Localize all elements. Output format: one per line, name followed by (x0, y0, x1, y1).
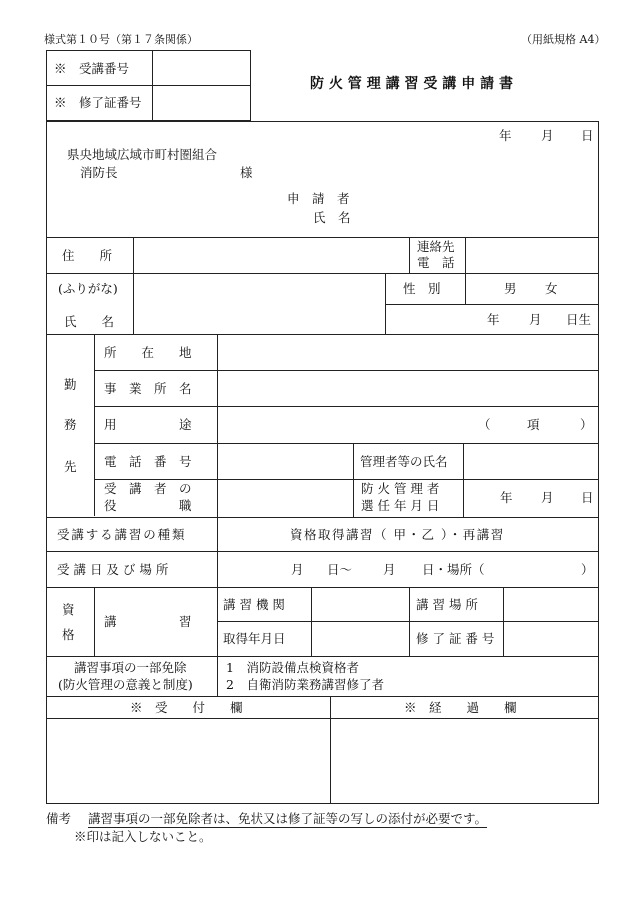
notes-line-1: 講習事項の一部免除者は、免状又は修了証等の写しの添付が必要です。 (88, 811, 488, 826)
appointment-year: 年 (500, 490, 513, 505)
form-title: 防火管理講習受講申請書 (310, 76, 518, 92)
reception-column-label: ※ 受 付 欄 (130, 700, 243, 715)
applicant-label: 申 請 者 (287, 191, 350, 206)
gender-female-option[interactable]: 女 (545, 281, 558, 296)
workplace-label-3: 先 (64, 459, 77, 474)
acquired-date-field[interactable] (312, 622, 408, 655)
schedule-day-2: 日・場所（ (422, 562, 485, 577)
contact-phone-field[interactable] (466, 238, 598, 272)
workplace-label-1: 勤 (64, 377, 77, 392)
course-place-field[interactable] (504, 588, 598, 620)
qualification-cert-number-label: 修 了 証 番 号 (416, 631, 495, 646)
applicant-name-label: 氏 名 (313, 210, 351, 225)
office-name-field[interactable] (218, 371, 598, 405)
schedule-month-1: 月 (291, 562, 304, 577)
gender-label: 性 別 (403, 281, 441, 296)
institution-field[interactable] (312, 588, 408, 620)
addressee-honorific: 様 (240, 165, 253, 180)
furigana-label: (ふりがな) (58, 281, 118, 296)
certificate-number-field[interactable] (153, 86, 250, 120)
usage-item-label: 項 (527, 417, 540, 432)
position-label-2: 役 職 (104, 498, 192, 513)
workplace-label-2: 務 (64, 417, 77, 432)
certificate-number-label: ※ 修了証番号 (54, 95, 142, 110)
addressee-organization: 県央地域広域市町村圏組合 (67, 147, 218, 162)
schedule-place-field[interactable] (490, 556, 578, 580)
appointment-date-label-2: 選 任 年 月 日 (361, 498, 440, 513)
qualification-course-label: 講 習 (104, 614, 192, 629)
form-number: 様式第１０号（第１７条関係） (44, 33, 198, 46)
notes-line-2: ※印は記入しないこと。 (74, 829, 212, 844)
address-label: 住 所 (62, 248, 113, 263)
birth-month: 月 (529, 312, 542, 327)
phone-field[interactable] (218, 444, 352, 478)
manager-name-field[interactable] (464, 444, 598, 478)
usage-paren-close: ） (580, 417, 593, 432)
location-field[interactable] (218, 335, 598, 369)
office-name-label: 事 業 所 名 (104, 381, 192, 396)
furigana-field[interactable] (134, 274, 384, 303)
appointment-date-label-1: 防 火 管 理 者 (361, 481, 440, 496)
birth-year: 年 (487, 312, 500, 327)
receipt-number-field[interactable] (153, 51, 250, 85)
usage-label: 用 途 (104, 417, 192, 432)
exemption-option-2[interactable]: 2 自衛消防業務講習修了者 (226, 677, 384, 692)
usage-field[interactable] (218, 407, 478, 441)
receipt-number-label: ※ 受講番号 (54, 61, 130, 76)
position-label-1: 受 講 者 の (104, 481, 192, 496)
date-year: 年 (499, 128, 512, 143)
name-field[interactable] (134, 304, 384, 333)
acquired-date-label: 取得年月日 (223, 631, 286, 646)
institution-label: 講 習 機 関 (223, 597, 285, 612)
qualification-cert-number-field[interactable] (504, 622, 598, 655)
exemption-label-2: (防火管理の意義と制度) (58, 677, 193, 692)
schedule-paren-close: ） (581, 562, 594, 577)
date-month: 月 (541, 128, 554, 143)
progress-column-label: ※ 経 過 欄 (404, 700, 517, 715)
exemption-label-1: 講習事項の一部免除 (74, 660, 187, 675)
course-type-value[interactable]: 資格取得講習（ 甲・乙 ）・再講習 (290, 527, 505, 542)
gender-male-option[interactable]: 男 (504, 281, 517, 296)
manager-name-label: 管理者等の氏名 (360, 454, 448, 469)
appointment-month: 月 (541, 490, 554, 505)
schedule-day-1: 日〜 (327, 562, 353, 577)
paper-size-note: （用紙規格 A4） (521, 33, 606, 46)
applicant-name-field[interactable] (370, 205, 590, 227)
reception-area (47, 719, 329, 803)
date-day: 日 (581, 128, 594, 143)
usage-paren-open: （ (478, 417, 491, 432)
course-type-label: 受講する講習の種類 (57, 527, 187, 542)
appointment-day: 日 (581, 490, 594, 505)
progress-area (331, 719, 598, 803)
notes-prefix: 備考 (46, 811, 72, 826)
address-field[interactable] (134, 238, 408, 272)
position-field[interactable] (218, 480, 352, 516)
qualification-label-2: 格 (62, 627, 75, 642)
location-label: 所 在 地 (104, 345, 192, 360)
contact-label-2: 電 話 (417, 255, 455, 270)
schedule-month-2: 月 (383, 562, 396, 577)
contact-label-1: 連絡先 (417, 239, 455, 254)
course-place-label: 講 習 場 所 (416, 597, 478, 612)
schedule-label: 受 講 日 及 び 場 所 (57, 562, 169, 577)
birth-day: 日生 (566, 312, 592, 327)
name-label: 氏 名 (64, 314, 115, 329)
phone-label: 電 話 番 号 (104, 454, 192, 469)
qualification-label-1: 資 (62, 602, 75, 617)
addressee-chief: 消防長 (80, 165, 118, 180)
exemption-option-1[interactable]: 1 消防設備点検資格者 (226, 660, 359, 675)
